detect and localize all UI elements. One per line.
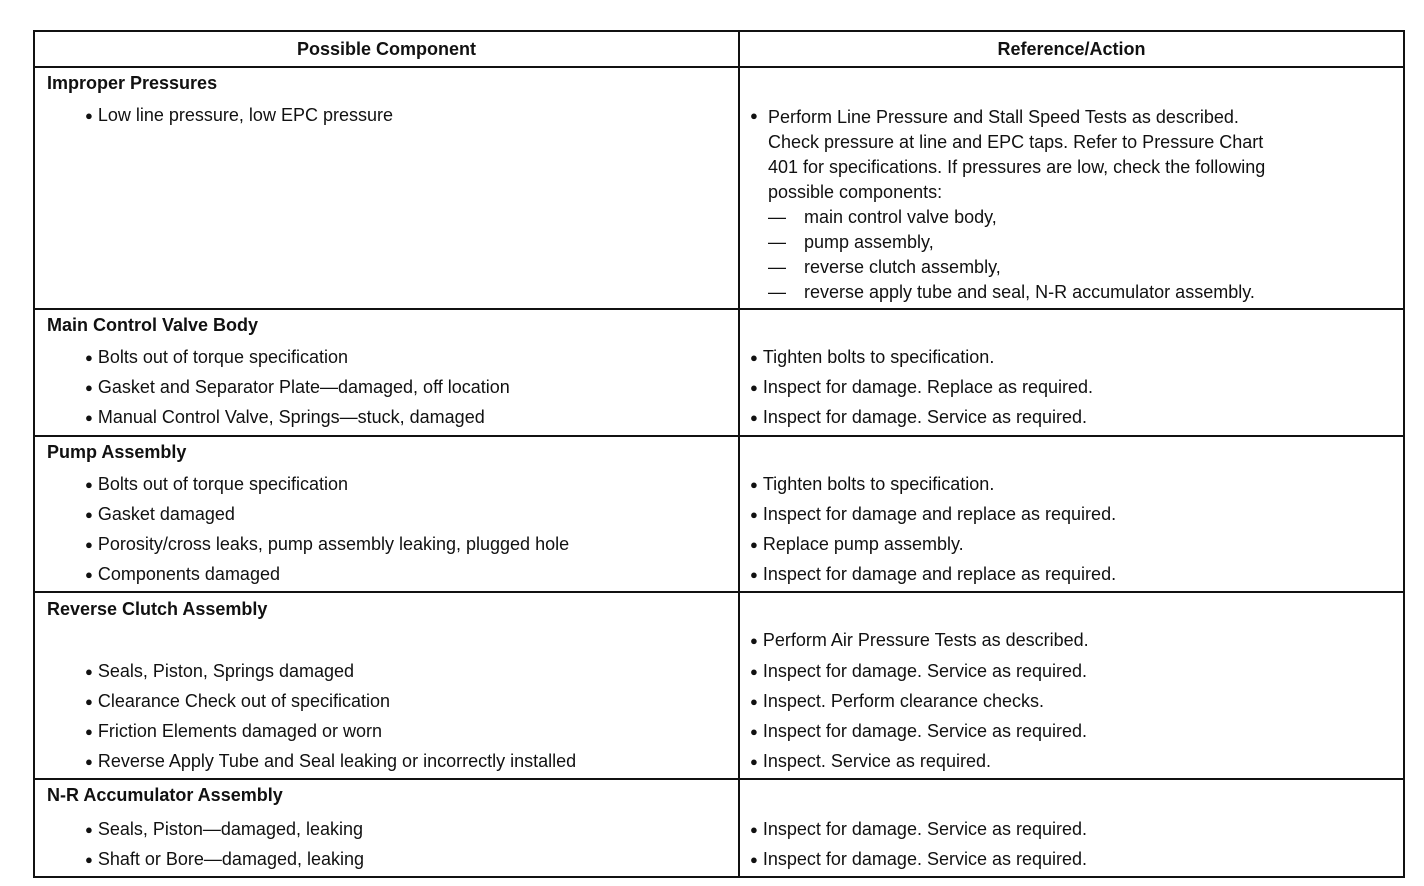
component-item: ● Gasket and Separator Plate—damaged, off location (85, 376, 510, 400)
component-item: ● Bolts out of torque specification (85, 346, 348, 370)
component-cell (35, 593, 740, 778)
action-item: ● Inspect for damage. Service as required. (750, 660, 1087, 684)
action-item: ● Inspect for damage and replace as required. (750, 563, 1116, 587)
header-reference-action: Reference/Action (997, 39, 1146, 59)
component-item: ● Gasket damaged (85, 503, 235, 527)
bullet-icon: ● (750, 108, 758, 123)
dash-item: — main control valve body, (768, 207, 997, 227)
dash-item: — reverse clutch assembly, (768, 257, 1001, 277)
component-item: ● Reverse Apply Tube and Seal leaking or incorrectly installed (85, 750, 576, 774)
component-item: ● Components damaged (85, 563, 280, 587)
section-main-control-valve-body (35, 310, 1403, 437)
action-item: ● Replace pump assembly. (750, 533, 964, 557)
component-item: ● Bolts out of torque specification (85, 473, 348, 497)
component-cell (35, 310, 740, 435)
section-title: Improper Pressures (47, 73, 218, 93)
action-item: ● Inspect for damage and replace as required. (750, 503, 1116, 527)
component-item: ● Friction Elements damaged or worn (85, 720, 382, 744)
component-item: ● Shaft or Bore—damaged, leaking (85, 848, 364, 872)
action-paragraph-line: possible components: (768, 182, 943, 202)
section-title: Main Control Valve Body (47, 315, 259, 335)
component-cell (35, 437, 740, 591)
component-item: ● Seals, Piston—damaged, leaking (85, 818, 363, 842)
action-cell (740, 310, 1403, 435)
section-pump-assembly (35, 437, 1403, 593)
action-paragraph-line: Check pressure at line and EPC taps. Refer to Pressure Chart (768, 132, 1264, 152)
header-possible-component: Possible Component (35, 32, 740, 66)
section-improper-pressures (35, 68, 1403, 310)
action-item: ● Perform Air Pressure Tests as described. (750, 629, 1089, 653)
action-cell (740, 780, 1403, 876)
action-paragraph-line: Perform Line Pressure and Stall Speed Tests as described. (768, 107, 1239, 127)
section-nr-accumulator-assembly (35, 780, 1403, 876)
action-item: ● Inspect for damage. Service as required. (750, 848, 1087, 872)
action-cell (740, 68, 1403, 308)
section-reverse-clutch-assembly (35, 593, 1403, 780)
component-item: ● Seals, Piston, Springs damaged (85, 660, 354, 684)
action-item: ● Inspect for damage. Service as required. (750, 406, 1087, 430)
action-item: ● Tighten bolts to specification. (750, 346, 994, 370)
section-title: Pump Assembly (47, 442, 187, 462)
table-header-row (35, 32, 1403, 68)
section-title: N-R Accumulator Assembly (47, 785, 283, 805)
component-cell (35, 68, 740, 308)
action-cell (740, 437, 1403, 591)
component-cell (35, 780, 740, 876)
action-item: ● Tighten bolts to specification. (750, 473, 994, 497)
action-item: ● Inspect for damage. Service as required. (750, 720, 1087, 744)
dash-item: — pump assembly, (768, 232, 934, 252)
action-paragraph-line: 401 for specifications. If pressures are low, check the following (768, 157, 1266, 177)
action-item: ● Inspect. Service as required. (750, 750, 991, 774)
action-item: ● Inspect for damage. Service as required. (750, 818, 1087, 842)
component-item: ● Manual Control Valve, Springs—stuck, damaged (85, 406, 485, 430)
component-item: ● Low line pressure, low EPC pressure (85, 104, 393, 128)
section-title: Reverse Clutch Assembly (47, 599, 268, 619)
dash-item: — reverse apply tube and seal, N-R accumulator assembly. (768, 282, 1255, 302)
action-cell (740, 593, 1403, 778)
action-item: ● Inspect for damage. Replace as required. (750, 376, 1093, 400)
component-item: ● Clearance Check out of specification (85, 690, 390, 714)
action-item: ● Inspect. Perform clearance checks. (750, 690, 1044, 714)
troubleshooting-table (33, 30, 1405, 878)
component-item: ● Porosity/cross leaks, pump assembly leaking, plugged hole (85, 533, 569, 557)
